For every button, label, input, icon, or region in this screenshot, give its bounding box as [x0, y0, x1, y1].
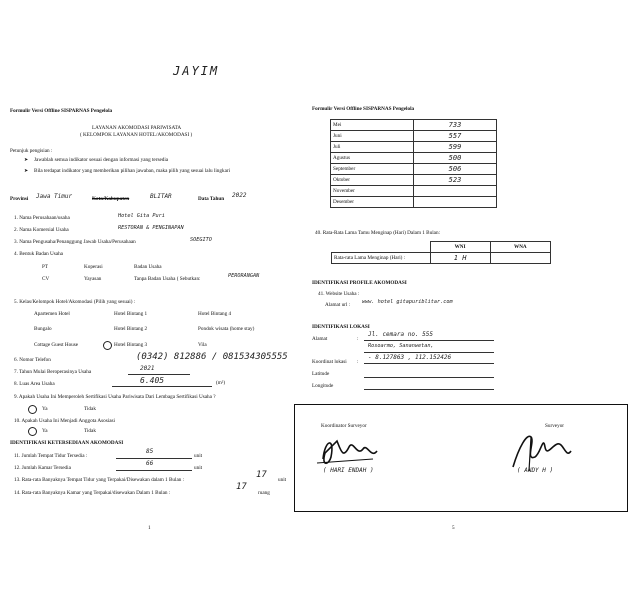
- q11-line: [116, 458, 192, 459]
- month-value: 506: [414, 164, 497, 175]
- q9-label: 9. Apakah Usaha Ini Memperoleh Sertifikasi Usaha Pariwisata Dari Lembaga Sertifikasi Usaha ?: [14, 394, 216, 400]
- q5-opt-bintang4: Hotel Bintang 4: [198, 311, 232, 317]
- q6-label: 6. Nomor Telefon: [14, 357, 51, 363]
- q8-unit: (m²): [216, 380, 226, 386]
- month-row: [331, 186, 497, 197]
- q9-tidak: Tidak: [84, 406, 96, 412]
- bullet-arrow-icon: ➤: [24, 168, 29, 174]
- q4-opt-koperasi: Koperasi: [84, 264, 103, 270]
- q5-opt-bungalo: Bungalo: [34, 326, 52, 332]
- surveyor-name: ( ANDY H ): [517, 467, 554, 474]
- q5-opt-pondok: Pondok wisata (home stay): [198, 326, 255, 332]
- q4-opt-yayasan: Yayasan: [84, 276, 102, 282]
- alamat-value2: Rosoarmo, Sananwetan,: [368, 343, 434, 349]
- left-header: Formulir Versi Offline SISPARNAS Pengelola: [10, 108, 113, 114]
- q7-label: 7. Tahun Mulai Beroperasinya Usaha: [14, 369, 92, 375]
- petunjuk-label: Petunjuk pengisian :: [10, 148, 53, 154]
- latitude-label: Latitude: [312, 371, 330, 377]
- stay-wni-value: 1 H: [430, 253, 490, 264]
- q7-line: [128, 374, 190, 375]
- alamat-line2: [364, 352, 494, 353]
- monthly-table: [330, 119, 497, 208]
- stay-label: Rata-rata Lama Menginap (Hari) :: [332, 253, 431, 264]
- month-name: Juni: [331, 131, 414, 142]
- q5-opt-bintang3: Hotel Bintang 3: [114, 342, 148, 348]
- q14-label: 14. Rata-rata Banyaknya Kamar yang Terpakai/disewakan Dalam 1 Bulan :: [14, 490, 171, 496]
- q11-value: 85: [146, 448, 154, 455]
- alamat-label: Alamat: [312, 336, 328, 342]
- q3-label: 3. Nama Pengusaha/Penanggung Jawab Usaha/Perusahaan: [14, 239, 136, 245]
- q10-label: 10. Apakah Usaha Ini Menjadi Anggota Asosiasi: [14, 418, 115, 424]
- q8-label: 8. Luas Area Usaha: [14, 381, 55, 387]
- selected-circle-icon: [103, 341, 112, 350]
- stay-corner: [332, 242, 431, 253]
- alamat-line1: [364, 340, 494, 341]
- month-value: 500: [414, 153, 497, 164]
- month-name: November: [331, 186, 414, 197]
- month-name: Oktober: [331, 175, 414, 186]
- q5-opt-vila: Vila: [198, 342, 207, 348]
- month-value: 557: [414, 131, 497, 142]
- q4-opt-pt: PT: [42, 264, 49, 270]
- bullet2: Bila terdapat indikator yang memberikan pilihan jawaban, maka pilih yang sesuai lalu lingkari: [34, 168, 231, 174]
- q5-label: 5. Kelas/Kelompok Hotel/Akomodasi (Pilih yang sesuai) :: [14, 299, 136, 305]
- q5-opt-bintang2: Hotel Bintang 2: [114, 326, 148, 332]
- left-page-number: 1: [148, 525, 151, 531]
- wna-header: WNA: [490, 242, 550, 253]
- q13-label: 13. Rata-rata Banyaknya Tempat Tidur yang Terpakai/Disewakan dalam 1 Bulan :: [14, 477, 185, 483]
- alamat-colon: :: [357, 336, 359, 342]
- surveyor-label: Surveyor: [545, 423, 565, 429]
- koordinat-line: [364, 363, 494, 364]
- alamat-url-value: www. hotel gitapuriblitar.com: [362, 299, 453, 305]
- month-value: 523: [414, 175, 497, 186]
- stay-table: [331, 241, 551, 264]
- month-name: Juli: [331, 142, 414, 153]
- q12-unit: unit: [194, 465, 203, 471]
- q4-label: 4. Bentuk Badan Usaha: [14, 251, 63, 257]
- q12-value: 66: [146, 460, 154, 467]
- q4-opt-badan-usaha: Badan Usaha: [134, 264, 162, 270]
- q8-line: [112, 386, 212, 387]
- q4-opt-tanpa: Tanpa Badan Usaha ( Sebutkan:: [134, 276, 201, 282]
- q4-value: PERORANGAN: [228, 273, 260, 279]
- q11-label: 11. Jumlah Tempat Tidur Tersedia :: [14, 453, 88, 459]
- bullet-arrow-icon: ➤: [24, 157, 29, 163]
- q13-unit: unit: [278, 477, 287, 483]
- stay-wna-value: [490, 253, 550, 264]
- bullet1: Jawablah semua indikator sesuai dengan informasi yang tersedia: [34, 157, 169, 163]
- month-value: 599: [414, 142, 497, 153]
- koordinat-value: - 8.127863 , 112.152426: [368, 354, 452, 361]
- month-row: [331, 142, 497, 153]
- month-row: [331, 153, 497, 164]
- section2-heading: IDENTIFIKASI KETERSEDIAAN AKOMODASI: [10, 440, 124, 446]
- month-name: Mei: [331, 120, 414, 131]
- selected-circle-icon: [28, 405, 37, 414]
- q12-line: [116, 470, 192, 471]
- month-value: 733: [414, 120, 497, 131]
- q7-value: 2021: [140, 365, 155, 372]
- tahun-label: Data Tahun: [198, 196, 225, 202]
- month-row: [331, 175, 497, 186]
- q10-ya: Ya: [42, 428, 48, 434]
- q10-tidak: Tidak: [84, 428, 96, 434]
- q1-value: Hotel Gita Puri: [118, 213, 165, 219]
- q1-label: 1. Nama Perusahaan/usaha: [14, 215, 70, 221]
- q40-label: 40. Rata-Rata Lama Tamu Menginap (Hari) Dalam 1 Bulan:: [315, 230, 441, 236]
- q8-value: 6.405: [140, 376, 165, 385]
- q9-ya: Ya: [42, 406, 48, 412]
- longitude-line: [364, 389, 494, 390]
- q5-opt-bintang1: Hotel Bintang 1: [114, 311, 148, 317]
- provinsi-value: Jawa Timur: [36, 193, 73, 200]
- q6-value: (0342) 812886 / 081534305555: [136, 352, 288, 362]
- month-value: [414, 186, 497, 197]
- q11-unit: unit: [194, 453, 203, 459]
- q5-opt-cottage: Cottage Guest House: [34, 342, 79, 348]
- kota-value: BLITAR: [150, 193, 172, 200]
- month-value: [414, 197, 497, 208]
- wni-header: WNI: [430, 242, 490, 253]
- signature-box: [294, 404, 628, 512]
- top-handwriting: JAYIM: [173, 64, 220, 78]
- longitude-label: Longitude: [312, 383, 334, 389]
- q41-label: 41. Website Usaha :: [318, 291, 360, 297]
- latitude-line: [364, 377, 494, 378]
- month-row: [331, 131, 497, 142]
- q2-value: RESTORAN & PENGINAPAN: [118, 225, 184, 231]
- koordinat-colon: :: [357, 359, 359, 365]
- lokasi-heading: IDENTIFIKASI LOKASI: [312, 324, 370, 330]
- q5-opt-apartemen: Apartemen Hotel: [34, 311, 70, 317]
- koordinator-signature-icon: [313, 429, 383, 471]
- month-name: Agustus: [331, 153, 414, 164]
- provinsi-label: Provinsi: [10, 196, 29, 202]
- q14-value: 17: [236, 482, 247, 492]
- month-name: Desember: [331, 197, 414, 208]
- profil-heading: IDENTIFIKASI PROFILE AKOMODASI: [312, 280, 407, 286]
- tahun-value: 2022: [232, 192, 247, 199]
- koordinator-label: Koordinator Surveyor: [321, 423, 367, 429]
- month-row: [331, 120, 497, 131]
- koordinat-label: Koordinat lokasi: [312, 359, 347, 365]
- q14-unit: ruang: [258, 490, 270, 496]
- alamat-url-label: Alamat url :: [325, 302, 351, 308]
- left-title2: ( KELOMPOK LAYANAN HOTEL/AKOMODASI ): [80, 132, 193, 138]
- q4-opt-cv: CV: [42, 276, 50, 282]
- koordinator-name: ( HARI ENDAH ): [323, 467, 374, 474]
- q2-label: 2. Nama Komersial Usaha: [14, 227, 69, 233]
- selected-circle-icon: [28, 427, 37, 436]
- q13-value: 17: [256, 470, 267, 480]
- q3-value: SOEGITO: [190, 237, 212, 243]
- q12-label: 12. Jumlah Kamar Tersedia: [14, 465, 71, 471]
- kota-label: Kota/Kabupaten: [92, 196, 130, 202]
- month-row: [331, 164, 497, 175]
- left-title1: LAYANAN AKOMODASI PARIWISATA: [92, 125, 182, 131]
- month-name: September: [331, 164, 414, 175]
- month-row: [331, 197, 497, 208]
- alamat-value1: Jl. cemara no. 555: [368, 331, 434, 338]
- right-page-number: 5: [452, 525, 455, 531]
- right-header: Formulir Versi Offline SISPARNAS Pengelola: [312, 106, 415, 112]
